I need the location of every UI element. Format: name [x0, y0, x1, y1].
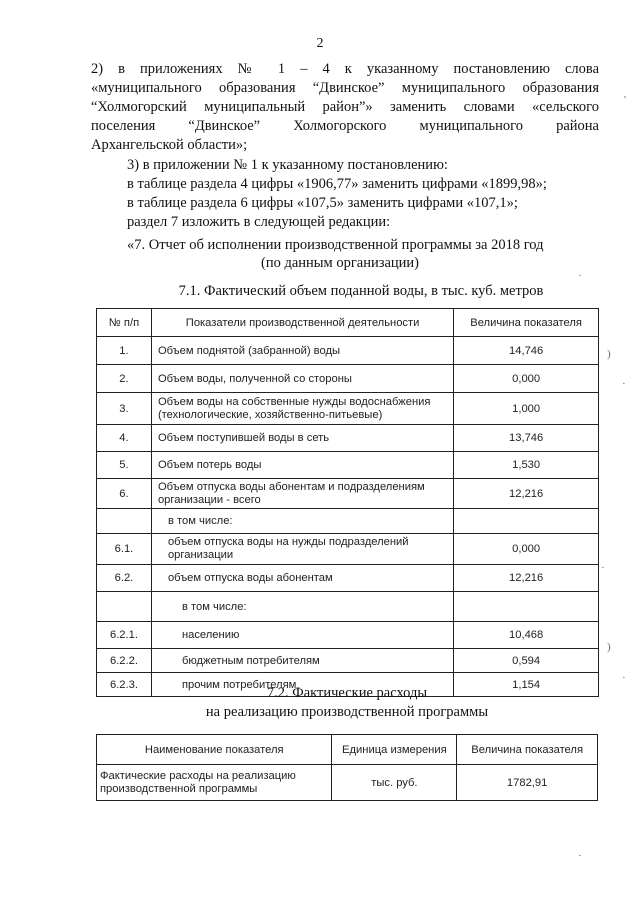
row-value: 14,746 — [454, 337, 599, 365]
item2-line-1: 2) в приложениях № 1 – 4 к указанному постановлению слова — [91, 61, 599, 77]
row-value — [454, 509, 599, 534]
item3-heading: 3) в приложении № 1 к указанному постановлению: — [127, 157, 448, 173]
row-num: 6.2.1. — [97, 622, 152, 649]
item3-line-b: в таблице раздела 6 цифры «107,5» заменить цифрами «107,1»; — [127, 195, 518, 211]
table-row — [97, 393, 599, 425]
table-header-row — [97, 309, 599, 337]
row-label: объем отпуска воды на нужды подразделений организации — [151, 534, 453, 565]
row-value: 1,530 — [454, 452, 599, 479]
row-value: 1,154 — [454, 673, 599, 697]
row-unit: тыс. руб. — [332, 765, 457, 801]
section71-title: 7.1. Фактический объем поданной воды, в тыс. куб. метров — [178, 283, 544, 299]
row-label: Объем отпуска воды абонентам и подразделениям организации - всего — [151, 479, 453, 509]
row-num: 6.2. — [97, 565, 152, 592]
table-row — [97, 622, 599, 649]
row-value: 0,594 — [454, 649, 599, 673]
row-label: Объем воды, полученной со стороны — [151, 365, 453, 393]
row-value: 0,000 — [454, 534, 599, 565]
row-num: 6.2.3. — [97, 673, 152, 697]
row-label: Объем поступившей воды в сеть — [151, 425, 453, 452]
row-value: 1782,91 — [457, 765, 598, 801]
row-num: 6.1. — [97, 534, 152, 565]
item3-line-c: раздел 7 изложить в следующей редакции: — [127, 214, 391, 230]
table-row — [97, 452, 599, 479]
item2-line-5: Архангельской области»; — [91, 137, 248, 153]
table-row — [97, 649, 599, 673]
row-num: 4. — [97, 425, 152, 452]
section72-title: 7.2. Фактические расходы — [266, 685, 428, 701]
table-row — [97, 592, 599, 622]
row-label: в том числе: — [151, 509, 453, 534]
item2-line-2: «муниципального образования “Двинское” муниципального образования — [91, 80, 599, 96]
table-row — [97, 337, 599, 365]
row-value: 1,000 — [454, 393, 599, 425]
row-value: 12,216 — [454, 479, 599, 509]
row-label: в том числе: — [151, 592, 453, 622]
item2-line-4: поселения “Двинское” Холмогорского муниципального района — [91, 118, 599, 134]
header-value: Величина показателя — [457, 735, 598, 765]
row-label: Фактические расходы на реализацию производственной программы — [97, 765, 332, 801]
item3-line-a: в таблице раздела 4 цифры «1906,77» заменить цифрами «1899,98»; — [127, 176, 547, 192]
header-value: Величина показателя — [454, 309, 599, 337]
row-label: Объем поднятой (забранной) воды — [151, 337, 453, 365]
header-num: № п/п — [97, 309, 152, 337]
row-num: 5. — [97, 452, 152, 479]
row-num — [97, 509, 152, 534]
row-label: объем отпуска воды абонентам — [151, 565, 453, 592]
water-volume-table — [96, 308, 599, 697]
item2-line-3: “Холмогорский муниципальный район”» заменить словами «сельского — [91, 99, 599, 115]
row-value — [454, 592, 599, 622]
row-num: 6.2.2. — [97, 649, 152, 673]
table-row — [97, 509, 599, 534]
table-row — [97, 425, 599, 452]
row-num: 3. — [97, 393, 152, 425]
row-num — [97, 592, 152, 622]
row-value: 10,468 — [454, 622, 599, 649]
row-value: 13,746 — [454, 425, 599, 452]
section7-subtitle: (по данным организации) — [260, 255, 419, 271]
section7-title: «7. Отчет об исполнении производственной программы за 2018 год — [127, 237, 544, 253]
row-label: Объем воды на собственные нужды водоснабжения (технологические, хозяйственно-питьевые) — [151, 393, 453, 425]
header-indicator-name: Наименование показателя — [97, 735, 332, 765]
header-unit: Единица измерения — [332, 735, 457, 765]
row-num: 2. — [97, 365, 152, 393]
table-row — [97, 479, 599, 509]
row-label: прочим потребителям — [151, 673, 453, 697]
expenses-table — [96, 734, 598, 801]
row-value: 0,000 — [454, 365, 599, 393]
row-label: Объем потерь воды — [151, 452, 453, 479]
row-label: бюджетным потребителям — [151, 649, 453, 673]
table-row — [97, 765, 598, 801]
header-indicator: Показатели производственной деятельности — [151, 309, 453, 337]
row-num: 1. — [97, 337, 152, 365]
table-row — [97, 565, 599, 592]
row-num: 6. — [97, 479, 152, 509]
table-header-row — [97, 735, 598, 765]
row-value: 12,216 — [454, 565, 599, 592]
section72-subtitle: на реализацию производственной программы — [205, 704, 489, 720]
table-row — [97, 365, 599, 393]
page-number: 2 — [316, 36, 324, 51]
table-row — [97, 534, 599, 565]
row-label: населению — [151, 622, 453, 649]
